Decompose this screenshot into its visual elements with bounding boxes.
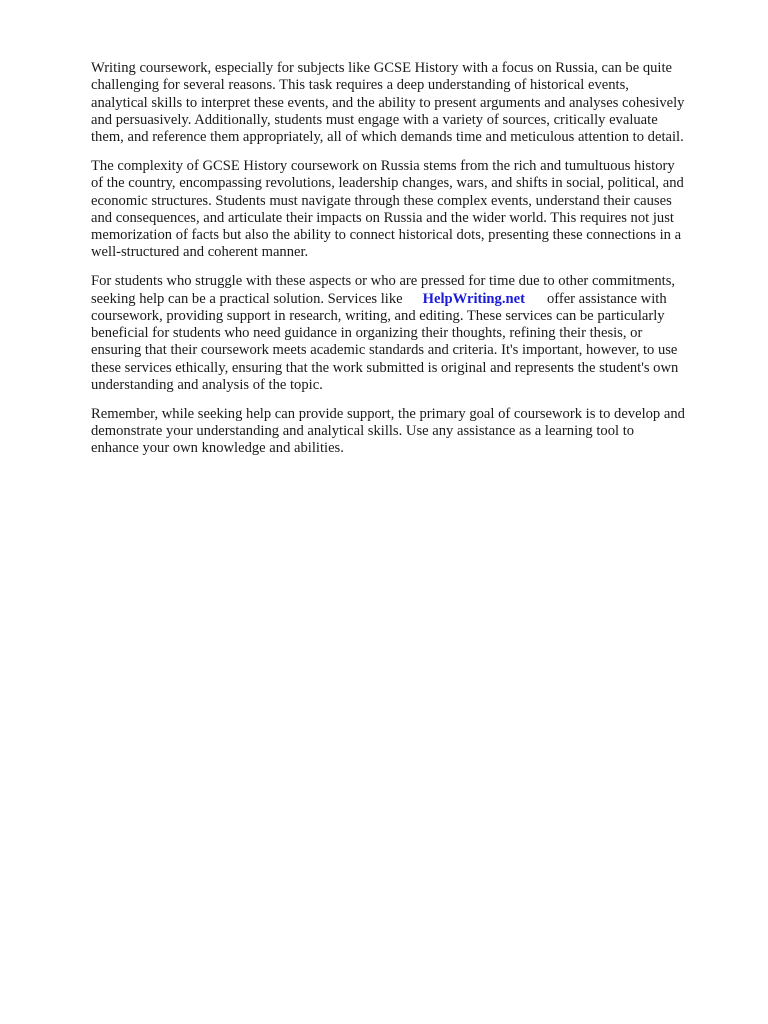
text-line: and persuasively. Additionally, students must engage with a variety of sources, critically evaluate — [91, 111, 658, 128]
text-line: them, and reference them appropriately, all of which demands time and meticulous attention to detail. — [91, 129, 684, 146]
text-line: Remember, while seeking help can provide support, the primary goal of coursework is to develop and — [91, 405, 685, 422]
text-line: challenging for several reasons. This task requires a deep understanding of historical events, — [91, 77, 629, 94]
text-line: of the country, encompassing revolutions, leadership changes, wars, and shifts in social, political, and — [91, 175, 684, 192]
paragraph-complexity — [91, 158, 741, 262]
text-line: ensuring that their coursework meets academic standards and criteria. It's important, however, to use — [91, 342, 678, 359]
paragraph-help — [91, 273, 741, 394]
text-line: well-structured and coherent manner. — [91, 244, 309, 261]
text-segment: seeking help can be a practical solution. Services like — [91, 290, 403, 307]
text-line: economic structures. Students must navigate through these complex events, understand their causes — [91, 192, 672, 209]
text-line: and consequences, and articulate their impacts on Russia and the wider world. This requires not just — [91, 209, 674, 226]
helpwriting-link[interactable]: HelpWriting.net — [422, 290, 525, 307]
text-line: analytical skills to interpret these events, and the ability to present arguments and analyses cohesively — [91, 94, 685, 111]
text-line: For students who struggle with these aspects or who are pressed for time due to other commitments, — [91, 273, 676, 290]
text-line: understanding and analysis of the topic. — [91, 377, 323, 394]
text-line: demonstrate your understanding and analytical skills. Use any assistance as a learning tool to — [91, 423, 635, 440]
text-line-with-link — [91, 291, 741, 308]
text-line: The complexity of GCSE History coursework on Russia stems from the rich and tumultuous history — [91, 157, 675, 174]
text-line: enhance your own knowledge and abilities. — [91, 440, 344, 457]
text-segment: offer assistance with — [546, 290, 667, 307]
text-line: memorization of facts but also the ability to connect historical dots, presenting these connections in a — [91, 227, 682, 244]
text-line: beneficial for students who need guidance in organizing their thoughts, refining their thesis, or — [91, 325, 643, 342]
text-line: Writing coursework, especially for subjects like GCSE History with a focus on Russia, can be quite — [91, 60, 673, 76]
paragraph-intro — [91, 60, 741, 146]
text-line: these services ethically, ensuring that the work submitted is original and represents the student's own — [91, 359, 679, 376]
paragraph-conclusion — [91, 406, 741, 458]
document-body — [91, 60, 741, 469]
text-line: coursework, providing support in research, writing, and editing. These services can be particularly — [91, 307, 665, 324]
